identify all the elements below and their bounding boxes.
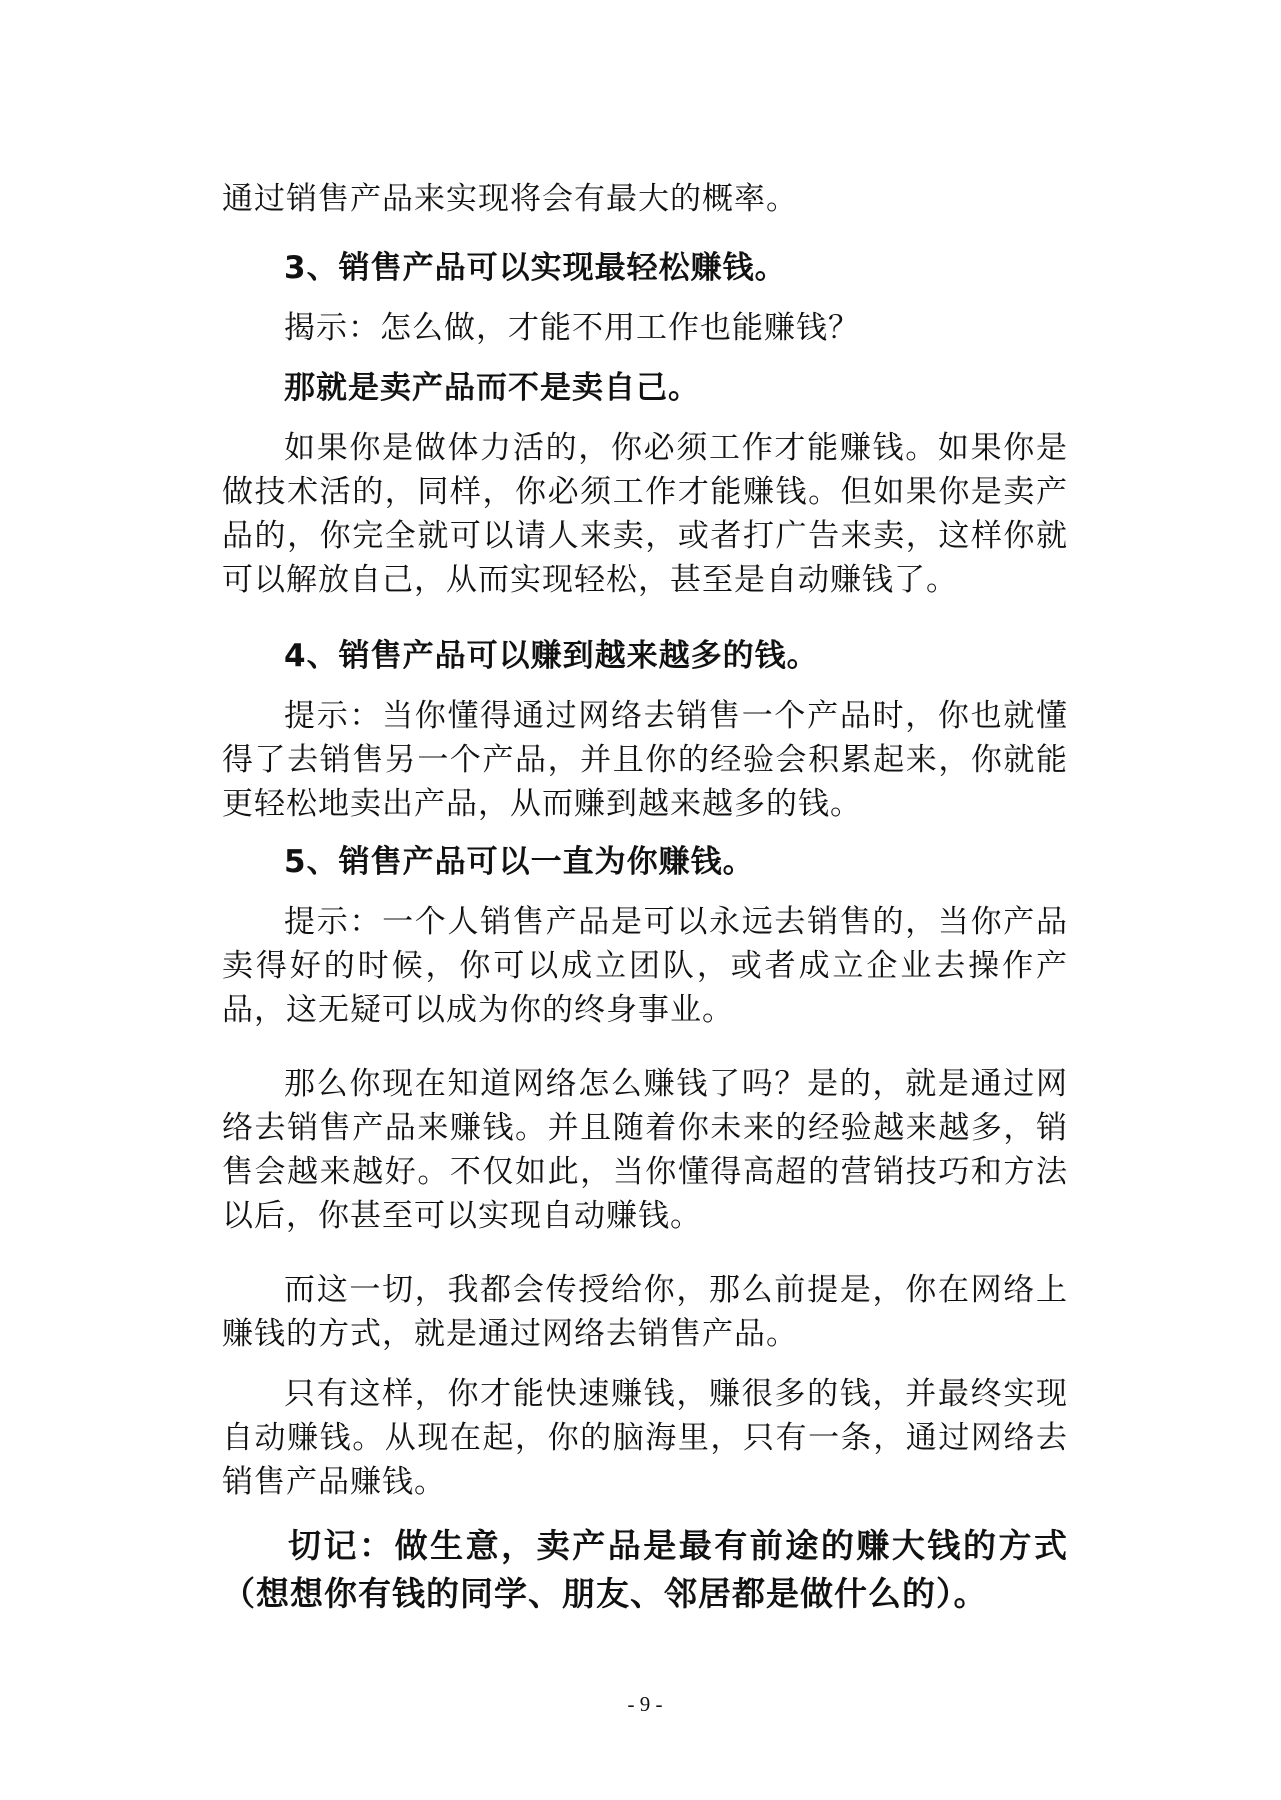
section-heading-4: 4、销售产品可以赚到越来越多的钱。: [284, 638, 819, 674]
paragraph-body: 如果你是做体力活的，你必须工作才能赚钱。如果你是做技术活的，同样，你必须工作才能赚钱。但如果你是卖产品的，你完全就可以请人来卖，或者打广告来卖，这样你就可以解放自己，从而实现轻松，甚至是自动赚钱了。: [222, 430, 1068, 598]
paragraph-hint: 提示：一个人销售产品是可以永远去销售的，当你产品卖得好的时候，你可以成立团队，或者成立企业去操作产品，这无疑可以成为你的终身事业。: [222, 904, 1068, 1028]
paragraph-body: 那么你现在知道网络怎么赚钱了吗？是的，就是通过网络去销售产品来赚钱。并且随着你未来的经验越来越多，销售会越来越好。不仅如此，当你懂得高超的营销技巧和方法以后，你甚至可以实现自动赚钱。: [222, 1066, 1068, 1234]
section-heading-3: 3、销售产品可以实现最轻松赚钱。: [284, 250, 787, 286]
section-heading-5: 5、销售产品可以一直为你赚钱。: [284, 844, 755, 880]
paragraph-hint: 提示：当你懂得通过网络去销售一个产品时，你也就懂得了去销售另一个产品，并且你的经验会积累起来，你就能更轻松地卖出产品，从而赚到越来越多的钱。: [222, 698, 1068, 822]
paragraph-reveal: 揭示：怎么做，才能不用工作也能赚钱？: [284, 310, 860, 346]
paragraph-emphasis: 那就是卖产品而不是卖自己。: [284, 370, 700, 406]
paragraph-continuation: 通过销售产品来实现将会有最大的概率。: [222, 181, 798, 217]
paragraph-body: 只有这样，你才能快速赚钱，赚很多的钱，并最终实现自动赚钱。从现在起，你的脑海里，只有一条，通过网络去销售产品赚钱。: [222, 1376, 1068, 1500]
paragraph-body: 而这一切，我都会传授给你，那么前提是，你在网络上赚钱的方式，就是通过网络去销售产品。: [222, 1272, 1068, 1352]
document-page: [222, 0, 1068, 1800]
paragraph-key-reminder: 切记：做生意，卖产品是最有前途的赚大钱的方式（想想你有钱的同学、朋友、邻居都是做什么的）。: [222, 1526, 1068, 1613]
page-number: - 9 -: [627, 1692, 663, 1716]
